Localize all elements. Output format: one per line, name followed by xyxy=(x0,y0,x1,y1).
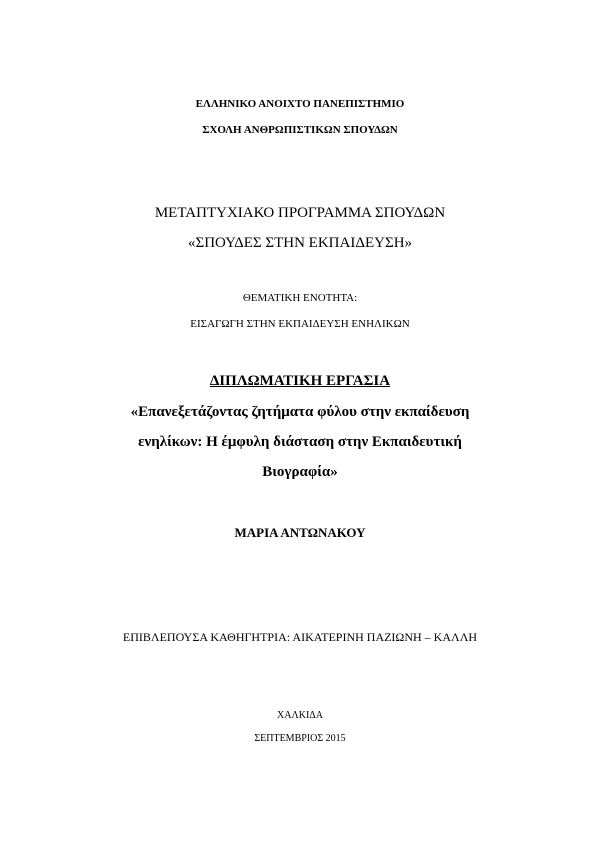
thesis-title-line-1: «Επανεξετάζοντας ζητήματα φύλου στην εκπαίδευση xyxy=(130,404,470,420)
date: ΣΕΠΤΕΜΒΡΙΟΣ 2015 xyxy=(254,733,346,744)
supervisor-line: ΕΠΙΒΛΕΠΟΥΣΑ ΚΑΘΗΓΗΤΡΙΑ: ΑΙΚΑΤΕΡΙΝΗ ΠΑΖΙΩΝΗ – ΚΑΛΛΗ xyxy=(122,630,478,644)
city: ΧΑΛΚΙΔΑ xyxy=(277,710,323,721)
program-subtitle: «ΣΠΟΥΔΕΣ ΣΤΗΝ ΕΚΠΑΙΔΕΥΣΗ» xyxy=(187,235,413,251)
university-name: ΕΛΛΗΝΙΚΟ ΑΝΟΙΧΤΟ ΠΑΝΕΠΙΣΤΗΜΙΟ xyxy=(195,98,405,110)
thesis-title-line-2: ενηλίκων: Η έμφυλη διάσταση στην Εκπαιδευτική xyxy=(138,434,462,450)
program-name: ΜΕΤΑΠΤΥΧΙΑΚΟ ΠΡΟΓΡΑΜΜΑ ΣΠΟΥΔΩΝ xyxy=(154,205,446,221)
thematic-unit-label: ΘΕΜΑΤΙΚΗ ΕΝΟΤΗΤΑ: xyxy=(242,292,358,304)
author-name: ΜΑΡΙΑ ΑΝΤΩΝΑΚΟΥ xyxy=(234,525,366,540)
thesis-title-line-3: Βιογραφία» xyxy=(262,464,338,480)
thesis-heading: ΔΙΠΛΩΜΑΤΙΚΗ ΕΡΓΑΣΙΑ xyxy=(209,373,391,389)
thematic-unit-value: ΕΙΣΑΓΩΓΗ ΣΤΗΝ ΕΚΠΑΙΔΕΥΣΗ ΕΝΗΛΙΚΩΝ xyxy=(190,318,410,330)
school-name: ΣΧΟΛΗ ΑΝΘΡΩΠΙΣΤΙΚΩΝ ΣΠΟΥΔΩΝ xyxy=(202,124,398,136)
